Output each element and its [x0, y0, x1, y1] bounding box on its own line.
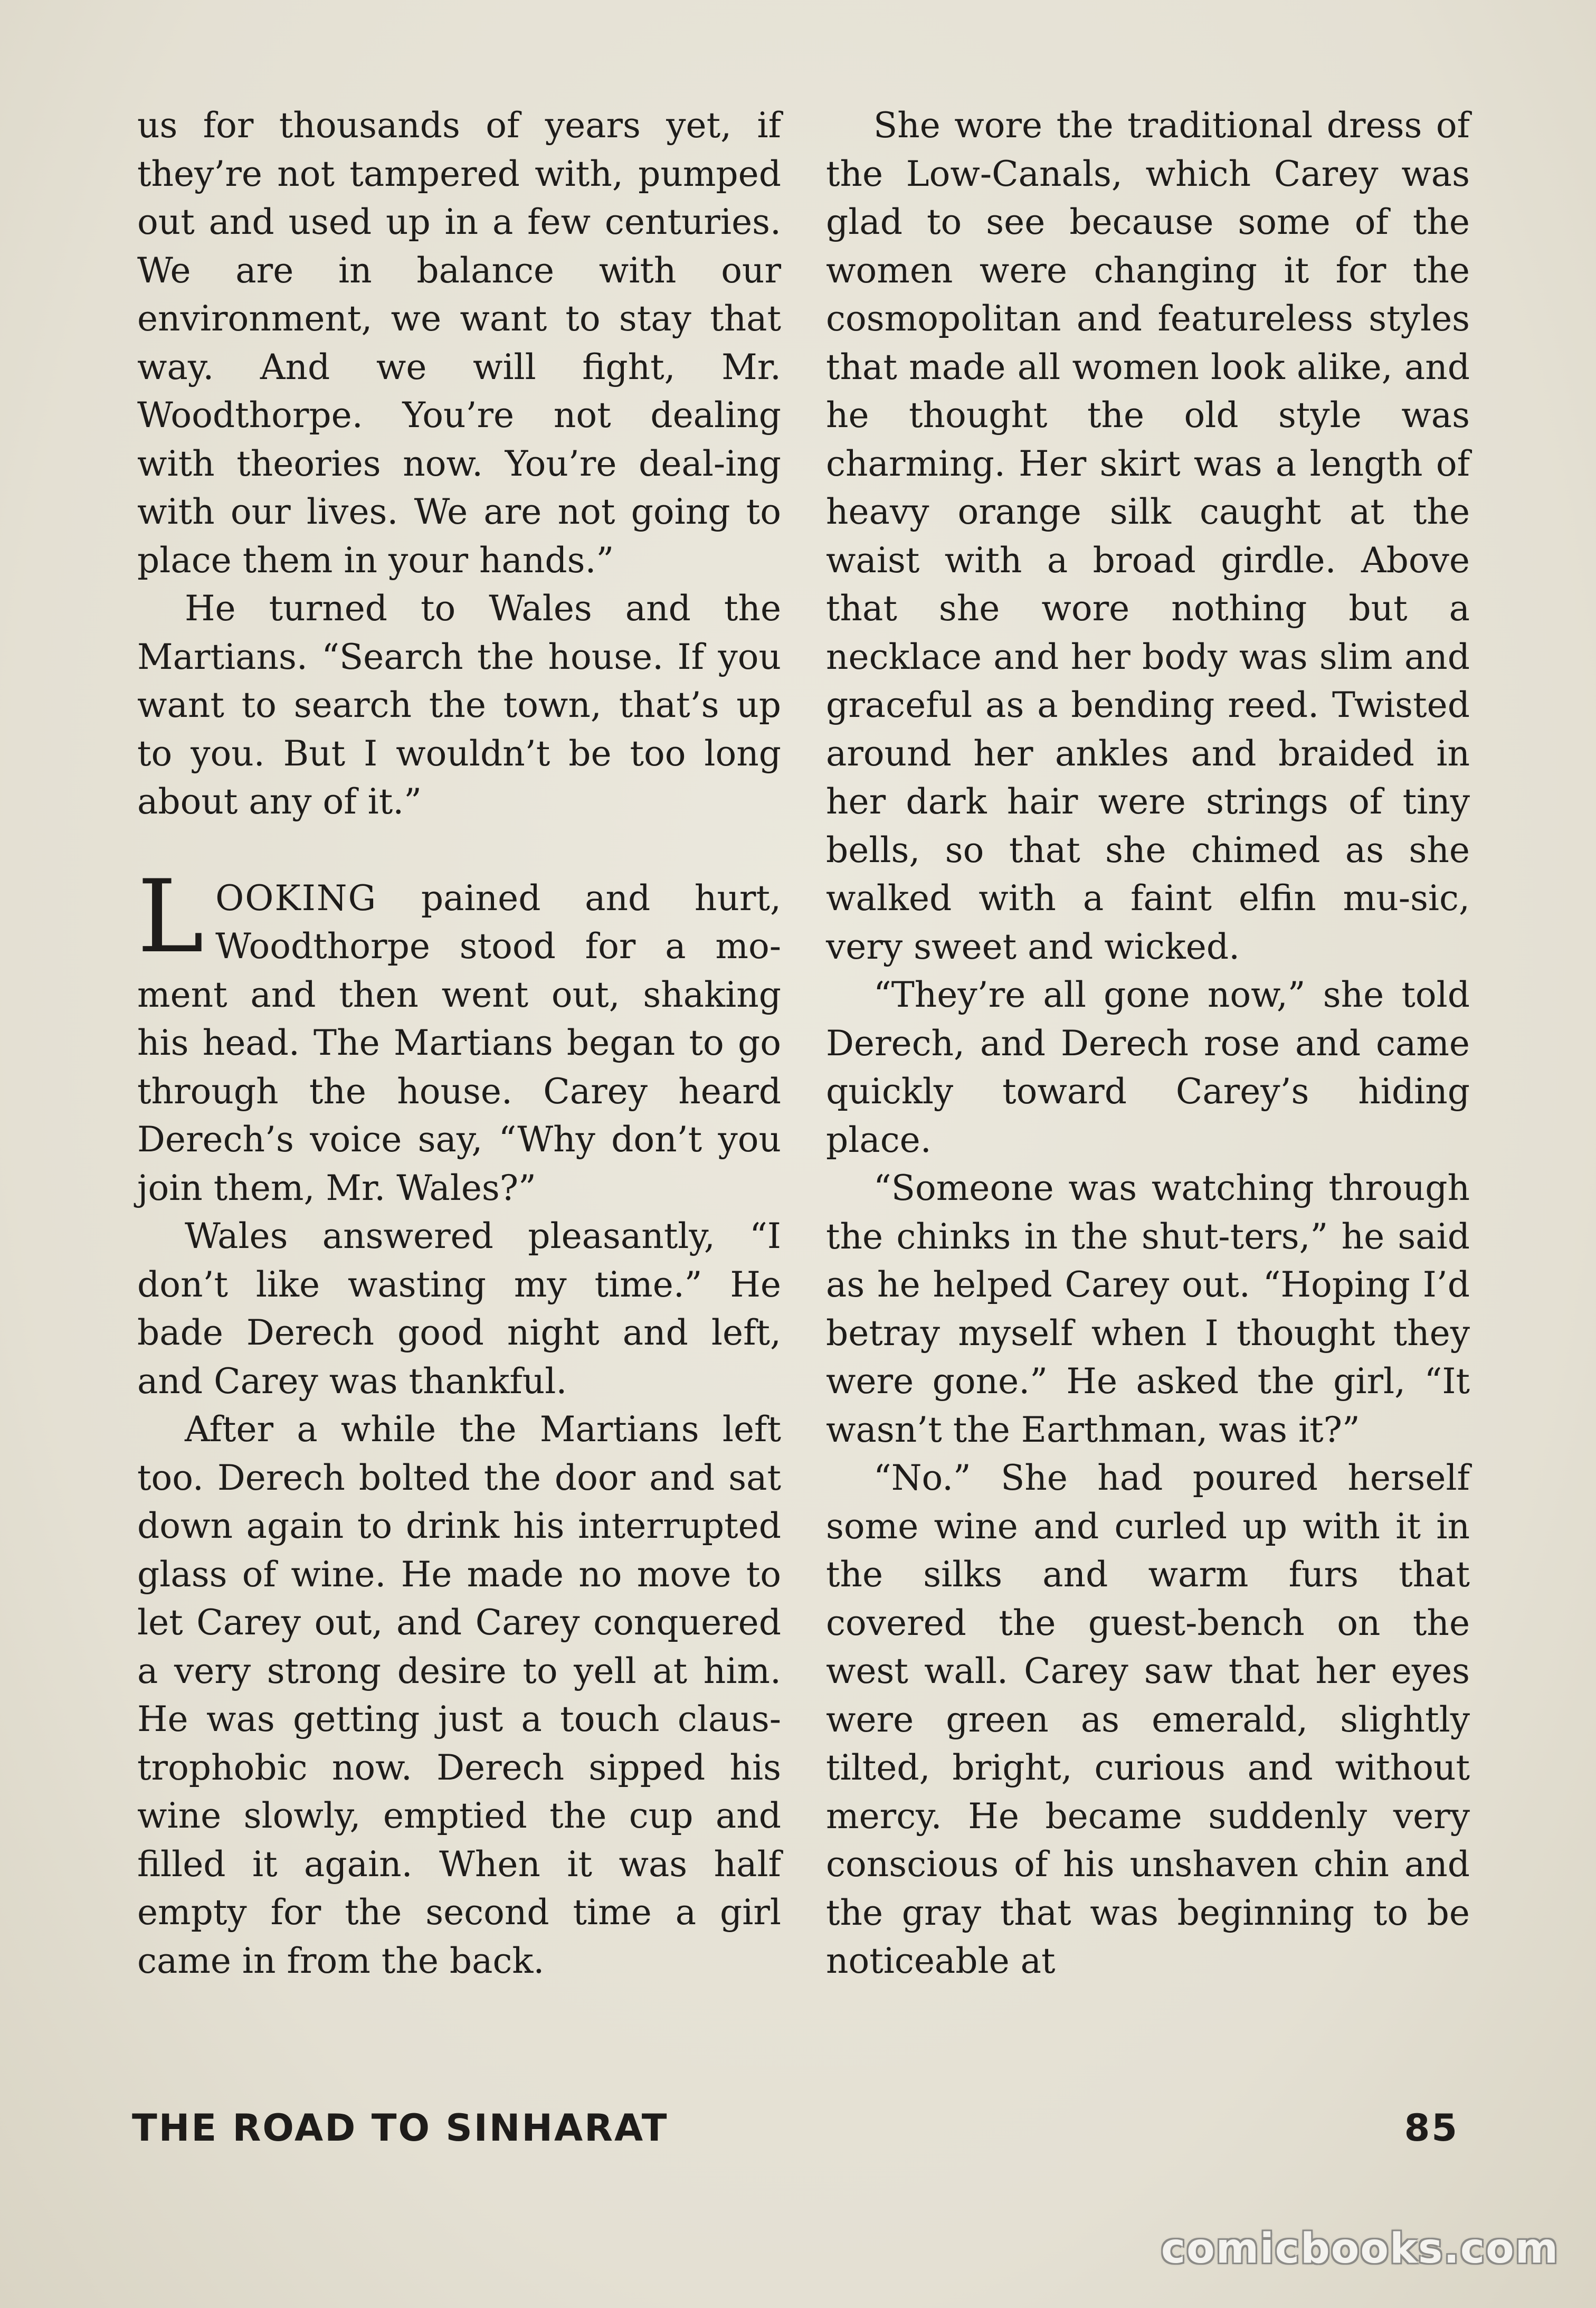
left-text-column: [137, 101, 781, 1985]
drop-cap-letter: L: [137, 858, 204, 975]
right-text-column: [826, 101, 1470, 1985]
paragraph: He turned to Wales and the Martians. “Search the house. If you want to search the town, that’s up to you. But I wouldn’t be too long about any of it.”: [137, 588, 781, 822]
paragraph: “Someone was watching through the chinks in the shut-ters,” he said as he helped Carey out. “Hoping I’d betray myself when I thought they were gone.” He asked the girl, “It wasn’t the Earthman, was it?”: [826, 1168, 1470, 1450]
paragraph-text: pained and hurt, Woodthorpe stood for a mo-ment and then went out, shaking his head. The Martians began to go through the house. Carey heard Derech’s voice say, “Why don’t you join them, Mr. Wales?”: [137, 877, 781, 1208]
paragraph: She wore the traditional dress of the Low-Canals, which Carey was glad to see because some of the women were changing it for the cosmopolitan and featureless styles that made all women look alike, and he thought the old style was charming. Her skirt was a length of heavy orange silk caught at the waist with a broad girdle. Above that she wore nothing but a necklace and her body was slim and graceful as a bending reed. Twisted around her ankles and braided in her dark hair were strings of tiny bells, so that she chimed as she walked with a faint elfin mu-sic, very sweet and wicked.: [826, 105, 1470, 967]
running-title: THE ROAD TO SINHARAT: [132, 2106, 669, 2150]
chapter-section-paragraph: [137, 858, 781, 1213]
page-footer: [132, 2106, 1464, 2164]
page-number: 85: [1404, 2106, 1459, 2150]
small-caps-opening: OOKING: [215, 877, 377, 919]
paragraph: After a while the Martians left too. Derech bolted the door and sat down again to drink his interrupted glass of wine. He made no move to let Carey out, and Carey conquered a very strong desire to yell at him. He was getting just a touch claus-trophobic now. Derech sipped his wine slowly, emptied the cup and filled it again. When it was half empty for the second time a girl came in from the back.: [137, 1409, 781, 1981]
paragraph: “No.” She had poured herself some wine and curled up with it in the silks and warm furs that covered the guest-bench on the west wall. Carey saw that her eyes were green as emerald, slightly tilted, bright, curious and without mercy. He became suddenly very conscious of his unshaven chin and the gray that was beginning to be noticeable at: [826, 1458, 1470, 1981]
watermark: comicbooks.com: [1161, 2225, 1559, 2273]
paragraph: “They’re all gone now,” she told Derech, and Derech rose and came quickly toward Carey’s hiding place.: [826, 975, 1470, 1160]
paragraph: us for thousands of years yet, if they’re not tampered with, pumped out and used up in a few centuries. We are in balance with our environment, we want to stay that way. And we will fight, Mr. Woodthorpe. You’re not dealing with theories now. You’re deal-ing with our lives. We are not going to place them in your hands.”: [137, 105, 781, 581]
paragraph: Wales answered pleasantly, “I don’t like wasting my time.” He bade Derech good night and left, and Carey was thankful.: [137, 1216, 781, 1402]
